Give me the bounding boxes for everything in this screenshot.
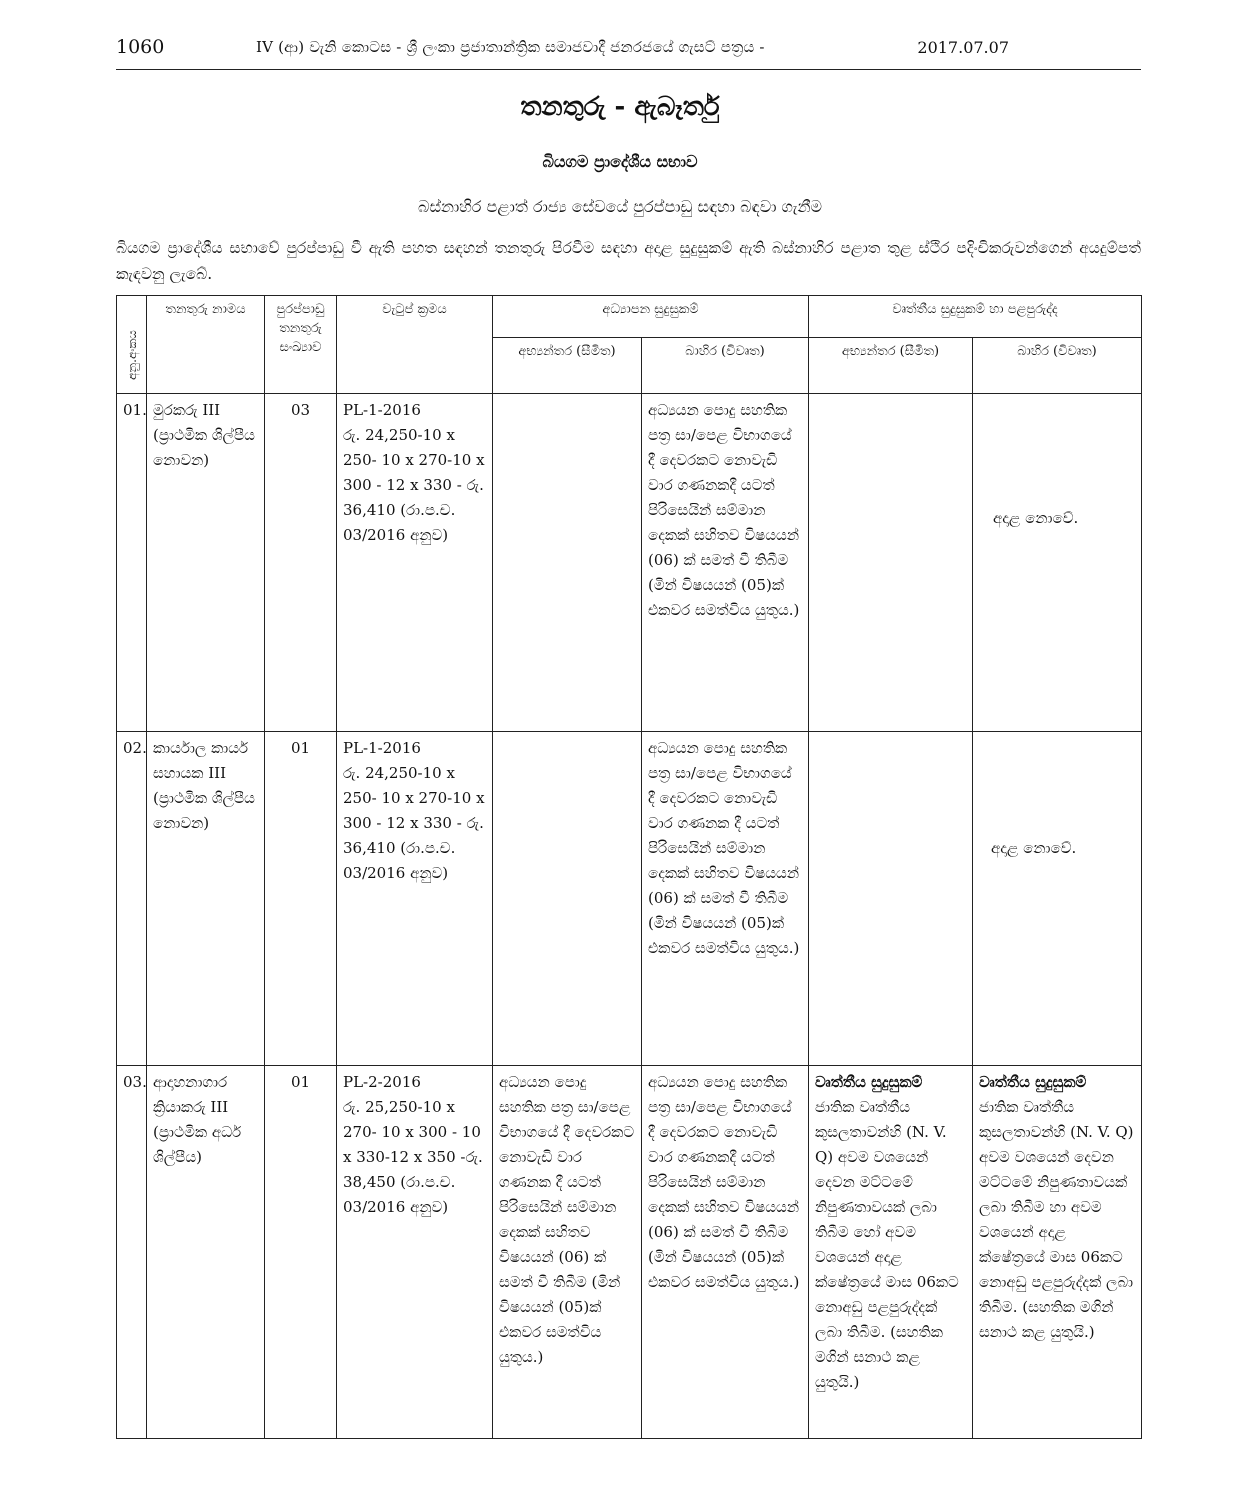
prof-qual-text: ජාතික වෘත්තීය කුසලතාවන්හි (N. V. Q) අවම වශයෙන් දෙවන මට්ටමේ නිපුණතාවයක් ලබා තිබීම හා අවම වශයෙන් අදාළ ක්ෂේත්‍රයේ මාස 06කට නොඅඩු පළපුරුද්දක් ලබා තිබීම. (සහතික මගින් සනාථ කළ යුතුයි.) (979, 1098, 1134, 1341)
section-title: තනතුරු - ඇබෑර්තු (520, 92, 720, 122)
row-post: ආදාහනාගාර ක්‍රියාකරු III (ප්‍රාථමික අර්ධ ශිල්පීය) (147, 1066, 265, 1439)
table-header-row (117, 296, 1142, 338)
table-row (117, 394, 1142, 732)
row-vacancies: 01 (265, 1066, 337, 1439)
row-edu-external: අධ්‍යයන පොදු සහතික පත්‍ර සා/පෙළ විභාගයේ දී දෙවරකට නොවැඩි වාර ගණනක දී යටත් පිරිසෙයින් සම්මාන දෙකක් සහිතව විෂයයන් (06) ක් සමත් වී තිබීම (මින් විෂයයන් (05)ක් එකවර සමත්විය යුතුය.) (642, 732, 809, 1066)
col-salary-header: වැටුප් ක්‍රමය (337, 296, 493, 394)
not-applicable-text: අදාළ නොවේ. (993, 509, 1079, 527)
notice-subtitle: බස්නාහිර පළාත් රාජ්‍ය සේවයේ පුරප්පාඩු සඳහා බඳවා ගැනීම (418, 197, 822, 216)
salary-code: PL-2-2016 (343, 1073, 421, 1091)
salary-code: PL-1-2016 (343, 401, 421, 419)
row-serial: 01. (117, 394, 147, 732)
vacancy-table (116, 295, 1142, 1439)
row-prof-external (973, 1066, 1142, 1439)
col-edu-header: අධ්‍යාපන සුදුසුකම් (493, 296, 809, 338)
page-number: 1060 (116, 36, 165, 58)
gazette-title-line: IV (ආ) වැනි කොටස - ශ්‍රී ලංකා ප්‍රජාතාන්ත්‍රික සමාජවාදී ජනරජයේ ගැසට් පත්‍රය - (256, 38, 765, 56)
running-header (116, 36, 1141, 62)
prof-external-header: බාහිර (විවෘත) (973, 338, 1142, 394)
header-rule (116, 69, 1141, 70)
organization-name: බියගම ප්‍රාදේශීය සභාව (542, 152, 698, 171)
row-edu-internal: අධ්‍යයන පොදු සහතික පත්‍ර සා/පෙළ විභාගයේ දී දෙවරකට නොවැඩි වාර ගණනක දී යටත් පිරිසෙයින් සම්මාන දෙකක් සහිතව විෂයයන් (06) ක් සමත් වී තිබීම (මින් විෂයයන් (05)ක් එකවර සමත්විය යුතුය.) (493, 1066, 642, 1439)
row-post: කාර්යාල කාර්ය සහායක III (ප්‍රාථමික ශිල්පීය නොවන) (147, 732, 265, 1066)
row-serial: 02. (117, 732, 147, 1066)
salary-scale: රු. 24,250-10 x 250- 10 x 270-10 x 300 - 12 x 330 - රු. 36,410 (රා.ප.ච. 03/2016 අනුව) (343, 764, 485, 882)
row-prof-internal (809, 732, 973, 1066)
col-vacancies-header: පුරප්පාඩු තනතුරු සංඛ්‍යාව (265, 296, 337, 394)
row-post: මුරකරු III (ප්‍රාථමික ශිල්පීය නොවන) (147, 394, 265, 732)
col-serial-header: අනු.අංකය (117, 296, 147, 394)
row-edu-internal (493, 732, 642, 1066)
salary-scale: රු. 25,250-10 x 270- 10 x 300 - 10 x 330-12 x 350 -රු. 38,450 (රා.ප.ච. 03/2016 අනුව) (343, 1098, 483, 1216)
row-edu-external: අධ්‍යයන පොදු සහතික පත්‍ර සා/පෙළ විභාගයේ දී දෙවරකට නොවැඩි වාර ගණනකදී යටත් පිරිසෙයින් සම්මාන දෙකක් සහිතව විෂයයන් (06) ක් සමත් වී තිබීම (මින් විෂයයන් (05)ක් එකවර සමත්විය යුතුය.) (642, 1066, 809, 1439)
row-vacancies: 03 (265, 394, 337, 732)
table-row (117, 1066, 1142, 1439)
row-vacancies: 01 (265, 732, 337, 1066)
prof-qual-heading: වෘත්තීය සුදුසුකම් (979, 1073, 1087, 1091)
edu-external-header: බාහිර (විවෘත) (642, 338, 809, 394)
row-salary (337, 394, 493, 732)
row-prof-internal (809, 394, 973, 732)
edu-internal-header: අභ්‍යන්තර (සීමිත) (493, 338, 642, 394)
intro-paragraph: බියගම ප්‍රාදේශීය සභාවේ පුරප්පාඩු වී ඇති පහත සඳහන් තනතුරු පිරවීම සඳහා අදාළ සුදුසුකම් ඇති බස්නාහිර පළාත තුළ ස්ථිර පදිංචිකරුවන්ගෙන් අයදුම්පත් කැඳවනු ලැබේ. (116, 239, 1141, 283)
col-prof-header: වෘත්තීය සුදුසුකම් හා පළපුරුද්ද (809, 296, 1142, 338)
row-edu-internal (493, 394, 642, 732)
prof-qual-text: ජාතික වෘත්තීය කුසලතාවන්හි (N. V. Q) අවම වශයෙන් දෙවන මට්ටමේ නිපුණතාවයක් ලබා තිබීම හෝ අවම වශයෙන් අදාළ ක්ෂේත්‍රයේ මාස 06කට නොඅඩු පළපුරුද්දක් ලබා තිබීම. (සහතික මගින් සනාථ කළ යුතුයි.) (815, 1098, 959, 1391)
not-applicable-text: අදාළ නොවේ. (991, 839, 1077, 857)
salary-scale: රු. 24,250-10 x 250- 10 x 270-10 x 300 - 12 x 330 - රු. 36,410 (රා.ප.ච. 03/2016 අනුව) (343, 426, 485, 544)
row-salary (337, 732, 493, 1066)
gazette-date: 2017.07.07 (917, 38, 1009, 57)
row-prof-external (973, 732, 1142, 1066)
row-prof-external (973, 394, 1142, 732)
row-serial: 03. (117, 1066, 147, 1439)
row-edu-external: අධ්‍යයන පොදු සහතික පත්‍ර සා/පෙළ විභාගයේ දී දෙවරකට නොවැඩි වාර ගණනකදී යටත් පිරිසෙයින් සම්මාන දෙකක් සහිතව විෂයයන් (06) ක් සමත් වී තිබීම (මින් විෂයයන් (05)ක් එකවර සමත්විය යුතුය.) (642, 394, 809, 732)
salary-code: PL-1-2016 (343, 739, 421, 757)
table-row (117, 732, 1142, 1066)
row-prof-internal (809, 1066, 973, 1439)
row-salary (337, 1066, 493, 1439)
col-post-header: තනතුරු නාමය (147, 296, 265, 394)
prof-internal-header: අභ්‍යන්තර (සීමිත) (809, 338, 973, 394)
prof-qual-heading: වෘත්තීය සුදුසුකම් (815, 1073, 923, 1091)
